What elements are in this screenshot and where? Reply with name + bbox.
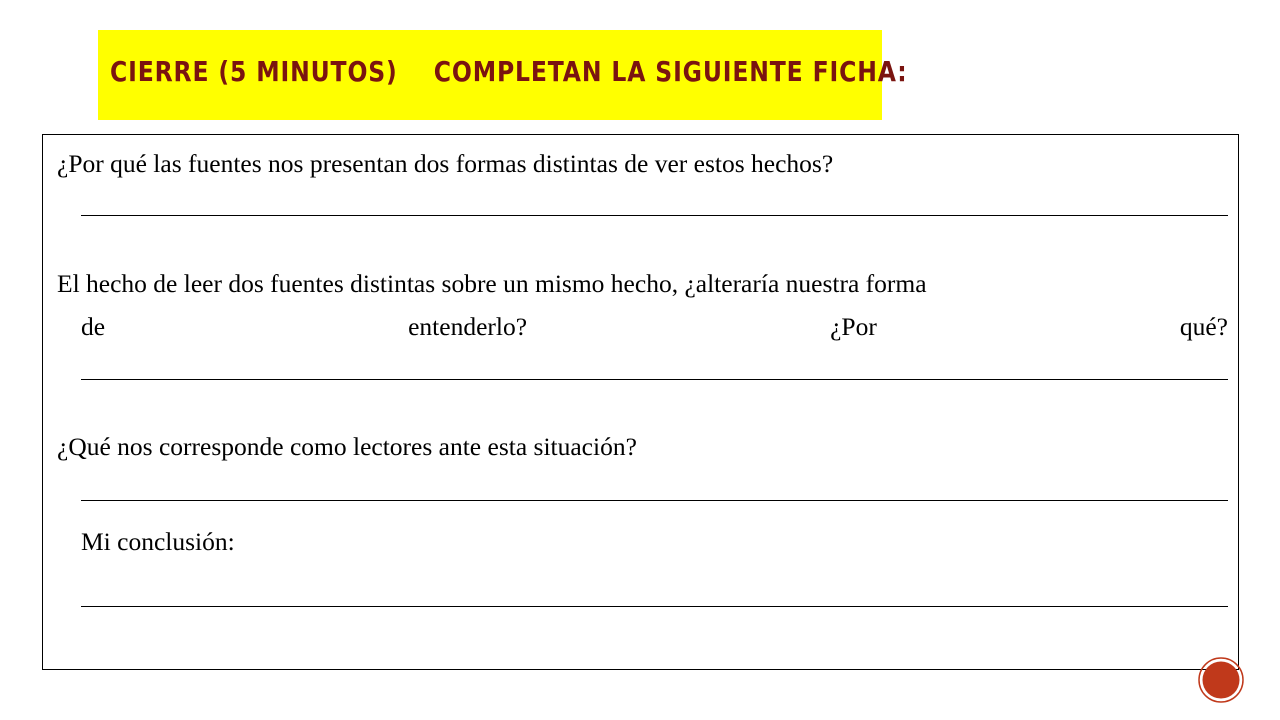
worksheet-box [42,134,1239,670]
answer-line-1 [81,215,1228,216]
question-2-line-2 [81,314,1228,340]
question-1: ¿Por qué las fuentes nos presentan dos formas distintas de ver estos hechos? [57,149,834,178]
question-2-word: de [81,312,106,341]
conclusion-label: Mi conclusión: [81,527,235,556]
red-circle-ornament-icon [1197,656,1245,704]
question-2-word: qué? [1179,312,1228,341]
question-2-word: ¿Por [830,312,877,341]
question-2-word: entenderlo? [408,312,528,341]
question-3: ¿Qué nos corresponde como lectores ante esta situación? [57,432,637,461]
answer-line-2 [81,379,1228,380]
title-banner [98,30,908,120]
slide-title: CIERRE (5 MINUTOS) COMPLETAN LA SIGUIENTE FICHA: [110,55,908,88]
answer-line-4 [81,606,1228,607]
answer-line-3 [81,500,1228,501]
question-2-line-1: El hecho de leer dos fuentes distintas sobre un mismo hecho, ¿alteraría nuestra forma [57,269,927,298]
